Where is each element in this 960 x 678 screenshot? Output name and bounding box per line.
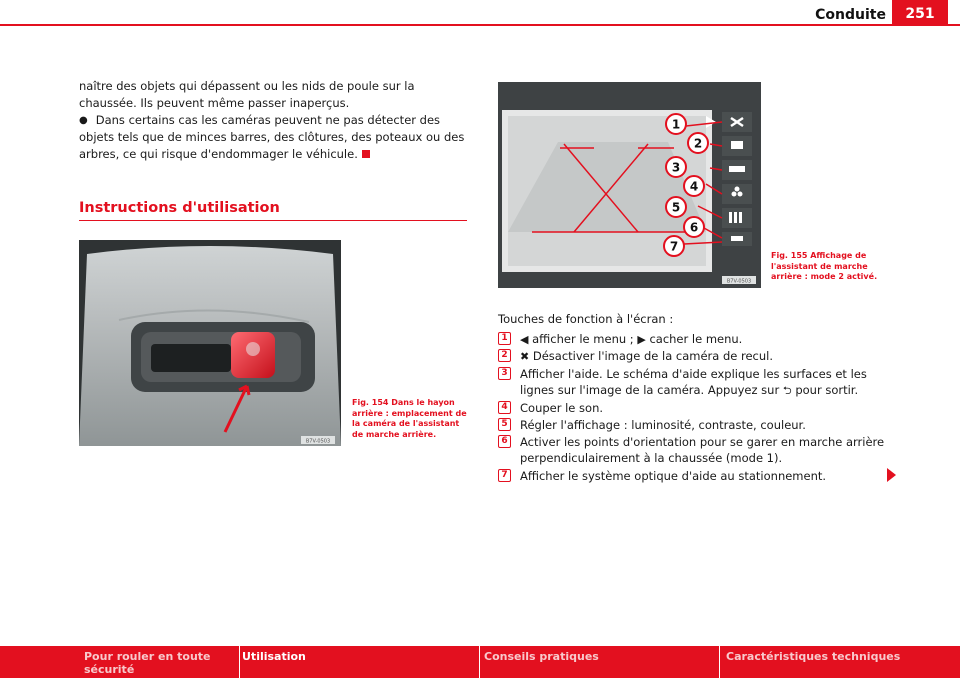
section-end-marker xyxy=(362,150,370,158)
list-item xyxy=(498,417,893,433)
figure-154-caption: Fig. 154 Dans le hayon arrière : emplacement de la caméra de l'assistant de marche arrière. xyxy=(352,398,467,439)
header-rule xyxy=(0,24,960,26)
figure-154-tailgate-photo xyxy=(79,240,341,446)
section-rule xyxy=(79,220,467,221)
item-number-badge: 2 xyxy=(498,349,511,362)
bullet-paragraph xyxy=(79,112,469,163)
item-number-badge: 5 xyxy=(498,418,511,431)
callout-2: 2 xyxy=(693,136,703,151)
item-text-tail: pour sortir. xyxy=(791,383,859,397)
callout-6: 6 xyxy=(689,220,699,235)
item-text: Afficher le système optique d'aide au stationnement. xyxy=(520,469,827,483)
list-item xyxy=(498,400,893,416)
function-keys-intro: Touches de fonction à l'écran : xyxy=(498,312,674,326)
list-item xyxy=(498,348,893,365)
callout-1: 1 xyxy=(671,117,681,132)
figure-155-code: B7V-0503 xyxy=(726,278,752,285)
callout-4: 4 xyxy=(689,179,699,194)
list-item xyxy=(498,366,893,399)
item-number-badge: 6 xyxy=(498,435,511,448)
triangle-right-icon: ▶ xyxy=(637,333,646,346)
tab-operation[interactable]: Utilisation xyxy=(240,646,480,678)
item-text: Activer les points d'orientation pour se garer en marche arrière perpendiculairement à la chaussée (mode 1). xyxy=(520,435,885,465)
bullet-icon: ● xyxy=(79,115,88,126)
item-text: Afficher l'aide. Le schéma d'aide explique les surfaces et les lignes sur l'image de la caméra. Appuyez sur xyxy=(520,367,867,397)
list-item xyxy=(498,331,893,348)
tab-technical-data[interactable]: Caractéristiques techniques xyxy=(720,646,960,678)
list-item xyxy=(498,434,893,466)
callout-3: 3 xyxy=(671,160,681,175)
item-number-badge: 1 xyxy=(498,332,511,345)
item-text-tail: cacher le menu. xyxy=(645,332,743,346)
tab-safety[interactable]: Pour rouler en toute sécurité xyxy=(0,646,240,678)
item-text: afficher le menu ; xyxy=(528,332,638,346)
figure-154-code: B7V-0503 xyxy=(305,438,331,445)
footer-nav xyxy=(0,646,960,678)
page-number: 251 xyxy=(892,0,948,26)
item-number-badge: 7 xyxy=(498,469,511,482)
next-page-arrow-icon[interactable] xyxy=(887,468,896,482)
callout-7: 7 xyxy=(669,239,679,254)
close-x-icon: ✖ xyxy=(520,350,530,363)
callout-5: 5 xyxy=(671,200,681,215)
list-item xyxy=(498,468,893,484)
section-title: Instructions d'utilisation xyxy=(79,200,280,216)
item-text: Désactiver l'image de la caméra de recul. xyxy=(529,349,774,363)
figure-155-caption: Fig. 155 Affichage de l'assistant de marche arrière : mode 2 activé. xyxy=(771,251,878,282)
chapter-title: Conduite xyxy=(815,7,886,23)
bullet-text: Dans certains cas les caméras peuvent ne pas détecter des objets tels que de minces barres, des clôtures, des poteaux ou des arbres, ce qui risque d'endommager le véhicule. xyxy=(79,113,465,161)
return-arrow-icon: ⮌ xyxy=(782,384,792,397)
item-number-badge: 3 xyxy=(498,367,511,380)
tab-practical-tips[interactable]: Conseils pratiques xyxy=(480,646,720,678)
paragraph-continued: naître des objets qui dépassent ou les nids de poule sur la chaussée. Ils peuvent même passer inaperçus. xyxy=(79,79,415,110)
triangle-left-icon: ◀ xyxy=(520,333,529,346)
figure-155-display-photo xyxy=(498,82,761,288)
item-number-badge: 4 xyxy=(498,401,511,414)
item-text: Couper le son. xyxy=(520,401,604,415)
item-text: Régler l'affichage : luminosité, contraste, couleur. xyxy=(520,418,806,432)
